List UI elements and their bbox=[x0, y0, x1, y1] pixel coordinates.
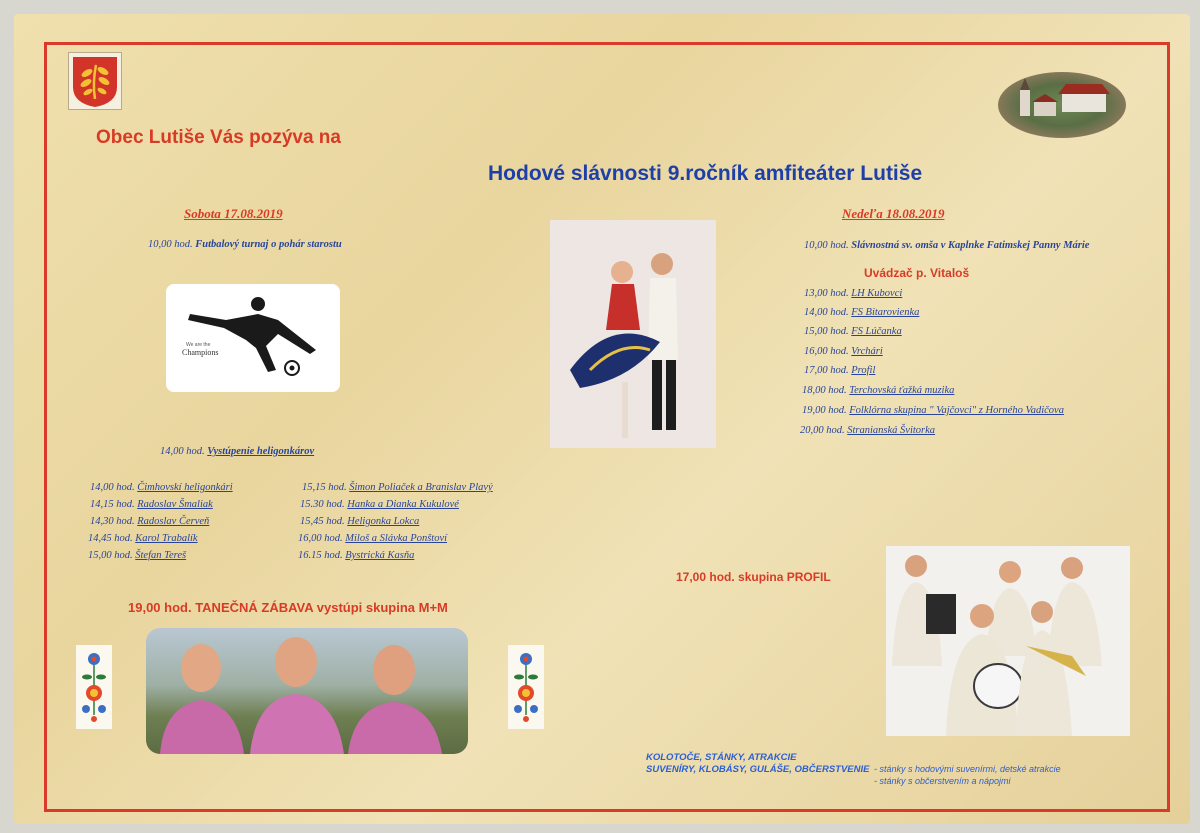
invite-text: Obec Lutiše Vás pozýva na bbox=[96, 127, 341, 148]
list-item: 17,00 hod. Profil bbox=[804, 365, 876, 376]
list-item: 15,00 hod. Štefan Tereš bbox=[88, 550, 187, 561]
host-label: Uvádzač p. Vitaloš bbox=[864, 266, 970, 280]
heligonka-text: Vystúpenie heligonkárov bbox=[207, 446, 315, 457]
profil-announcement: 17,00 hod. skupina PROFIL bbox=[676, 570, 831, 584]
page-title: Hodové slávnosti 9.ročník amfiteáter Lutiše bbox=[488, 162, 923, 185]
mass-text: Slávnostná sv. omša v Kaplnke Fatimskej Panny Márie bbox=[851, 240, 1090, 251]
footer-note-souvenirs: - stánky s hodovými suvenírmi, detské atrakcie bbox=[874, 764, 1061, 774]
band-mm-photo bbox=[146, 628, 468, 754]
list-item: 15,45 hod. Heligonka Lokca bbox=[300, 516, 420, 527]
football-line bbox=[148, 239, 342, 250]
list-item: 16.15 hod. Bystrická Kasňa bbox=[298, 550, 415, 561]
list-item: 14,00 hod. FS Bitarovienka bbox=[804, 307, 920, 318]
list-item: 14,45 hod. Karol Trabalík bbox=[88, 533, 198, 544]
list-item: 16,00 hod. Miloš a Slávka Ponštoví bbox=[298, 533, 448, 544]
folk-ornament-left bbox=[76, 645, 112, 729]
champions-image bbox=[166, 284, 340, 392]
list-item: 16,00 hod. Vrchári bbox=[804, 346, 883, 357]
mass-line bbox=[804, 240, 1089, 251]
champions-small-label: We are the bbox=[186, 342, 211, 348]
list-item: 14,15 hod. Radoslav Šmaliak bbox=[90, 499, 213, 510]
list-item: 15,15 hod. Šimon Poliaček a Branislav Plavý bbox=[302, 482, 493, 493]
list-item: 15,00 hod. FS Lúčanka bbox=[804, 326, 902, 337]
list-item: 18,00 hod. Terchovská ťažká muzika bbox=[802, 385, 955, 396]
list-item: 14,30 hod. Radoslav Červeň bbox=[90, 516, 210, 527]
list-item: 20,00 hod. Stranianská Švitorka bbox=[800, 425, 936, 436]
folk-dancers-photo bbox=[550, 220, 716, 448]
champions-label: Champions bbox=[182, 348, 219, 357]
coat-of-arms-logo bbox=[68, 52, 122, 110]
footer-line-food: SUVENÍRY, KLOBÁSY, GULÁŠE, OBČERSTVENIE bbox=[646, 764, 870, 775]
football-text: Futbalový turnaj o pohár starostu bbox=[195, 239, 342, 250]
folk-ornament-right bbox=[508, 645, 544, 729]
band-profil-photo bbox=[886, 546, 1130, 736]
mass-time: 10,00 hod. bbox=[804, 240, 849, 251]
heligonka-time: 14,00 hod. bbox=[160, 446, 205, 457]
football-time: 10,00 hod. bbox=[148, 239, 193, 250]
village-photo bbox=[998, 72, 1126, 138]
footer-line-attractions: KOLOTOČE, STÁNKY, ATRAKCIE bbox=[646, 752, 797, 763]
list-item: 14,00 hod. Čimhovskí heligonkári bbox=[90, 482, 233, 493]
list-item: 19,00 hod. Folklórna skupina " Vajčovci" z Horného Vadičova bbox=[802, 405, 1064, 416]
sunday-date: Nedeľa 18.08.2019 bbox=[842, 206, 945, 221]
saturday-date: Sobota 17.08.2019 bbox=[184, 206, 283, 221]
list-item: 13,00 hod. LH Kubovci bbox=[804, 288, 903, 299]
dance-announcement: 19,00 hod. TANEČNÁ ZÁBAVA vystúpi skupina M+M bbox=[128, 600, 448, 615]
list-item: 15.30 hod. Hanka a Dianka Kukulové bbox=[300, 499, 459, 510]
heligonka-intro bbox=[160, 446, 314, 457]
footer-note-refreshments: - stánky s občerstvením a nápojmi bbox=[874, 776, 1011, 786]
